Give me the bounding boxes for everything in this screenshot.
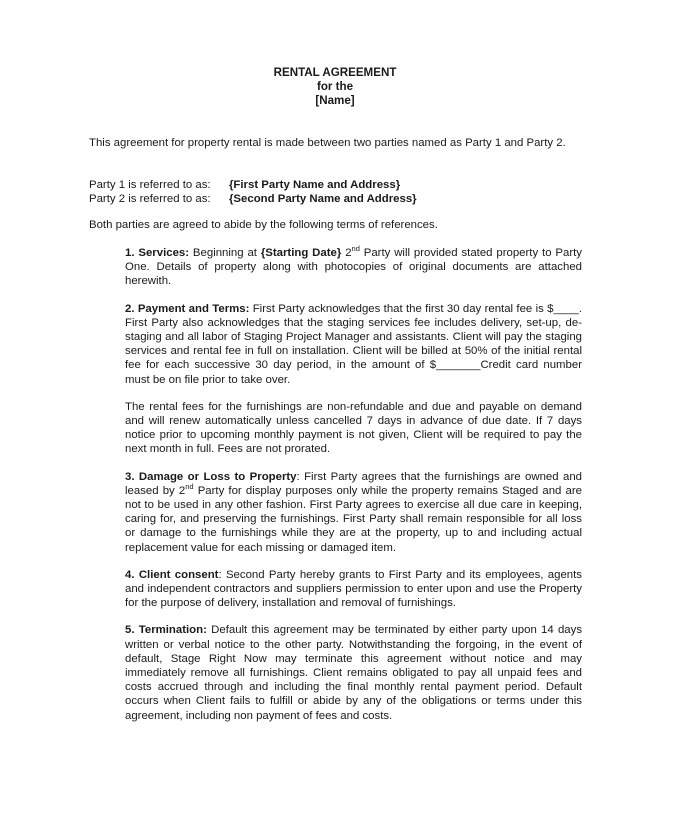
section-text: Beginning at: [189, 247, 261, 259]
party-label: Party 1 is referred to as:: [89, 179, 211, 191]
intro-paragraph: This agreement for property rental is made between two parties named as Party 1 and Party 2.: [89, 137, 566, 149]
section-text: Party will provided stated property to Party One. Details of property along with photocopies of original documents are attached herewith.: [125, 247, 582, 288]
parties-block: [89, 178, 589, 206]
ordinal-suffix: nd: [185, 482, 194, 492]
section-text: : First Party agrees that the furnishings are owned and leased by 2: [125, 470, 582, 497]
ordinal-suffix: nd: [351, 244, 360, 254]
party-value: {First Party Name and Address}: [229, 179, 401, 191]
section-text: Party for display purposes only while the property remains Staged and are not to be used in any other fashion. First Party agrees to exercise all due care in keeping, caring for, and preserving the furnishings. First Party shall remain responsible for all loss or damage to the furnishings while they are at the property, up to and including actual replacement value for each missing or damaged item.: [125, 484, 582, 554]
starting-date-placeholder: {Starting Date}: [260, 247, 342, 259]
title-name-placeholder: [Name]: [315, 94, 355, 108]
title-block: [0, 66, 670, 109]
party-row: [89, 178, 589, 192]
section-text: 2: [341, 247, 352, 259]
party-label: Party 2 is referred to as:: [89, 193, 211, 206]
section-payment: [125, 302, 582, 387]
section-termination: [125, 623, 582, 722]
agreement-statement: Both parties are agreed to abide by the following terms of references.: [89, 219, 438, 231]
terms-sections: [125, 246, 582, 736]
section-heading: 1. Services:: [125, 247, 190, 259]
section-text: Default this agreement may be terminated by either party upon 14 days written or verbal notice to the other party. Notwithstanding the forgoing, in the event of default, Stage Right Now may terminate this agreement without notice and may immediately remove all furnishings. Client remains obligated to pay all unpaid fees and costs accrued through and including the final monthly rental payment period. Default occurs when Client fails to fulfill or abide by any of the obligations or terms under this agreement, including non payment of fees and costs.: [125, 624, 583, 722]
section-heading: 2. Payment and Terms:: [125, 302, 250, 315]
section-heading: 5. Termination:: [125, 624, 207, 637]
section-text: First Party acknowledges that the first 30 day rental fee is $____. First Party also acknowledges that the staging services fee includes delivery, set-up, de-staging and all labor of Staging Project Manager and assistants. Client will pay the staging services and rental fee in full on installation. Client will be billed at 50% of the initial rental fee for each successive 30 day period, in the amount of $_______Credit card number must be on file prior to take over.: [125, 302, 582, 386]
party-row: [89, 192, 589, 206]
section-heading: 3. Damage or Loss to Property: [125, 470, 297, 483]
section-consent: [125, 568, 582, 611]
document-title: RENTAL AGREEMENT: [273, 66, 397, 79]
party-value: {Second Party Name and Address}: [229, 193, 417, 206]
section-services: [125, 246, 582, 289]
section-text: : Second Party hereby grants to First Party and its employees, agents and independent contractors and suppliers permission to enter upon and use the Property for the purpose of delivery, installation and removal of furnishings.: [125, 568, 582, 610]
title-for-line: for the: [316, 80, 354, 94]
section-damage: [125, 470, 582, 555]
rental-fees-paragraph: The rental fees for the furnishings are non-refundable and due and payable on demand and will renew automatically unless cancelled 7 days in advance of due date. If 7 days notice prior to upcoming monthly payment is not given, Client will be required to pay the next month in full. Fees are not prorated.: [125, 400, 582, 456]
section-heading: 4. Client consent: [125, 568, 219, 581]
